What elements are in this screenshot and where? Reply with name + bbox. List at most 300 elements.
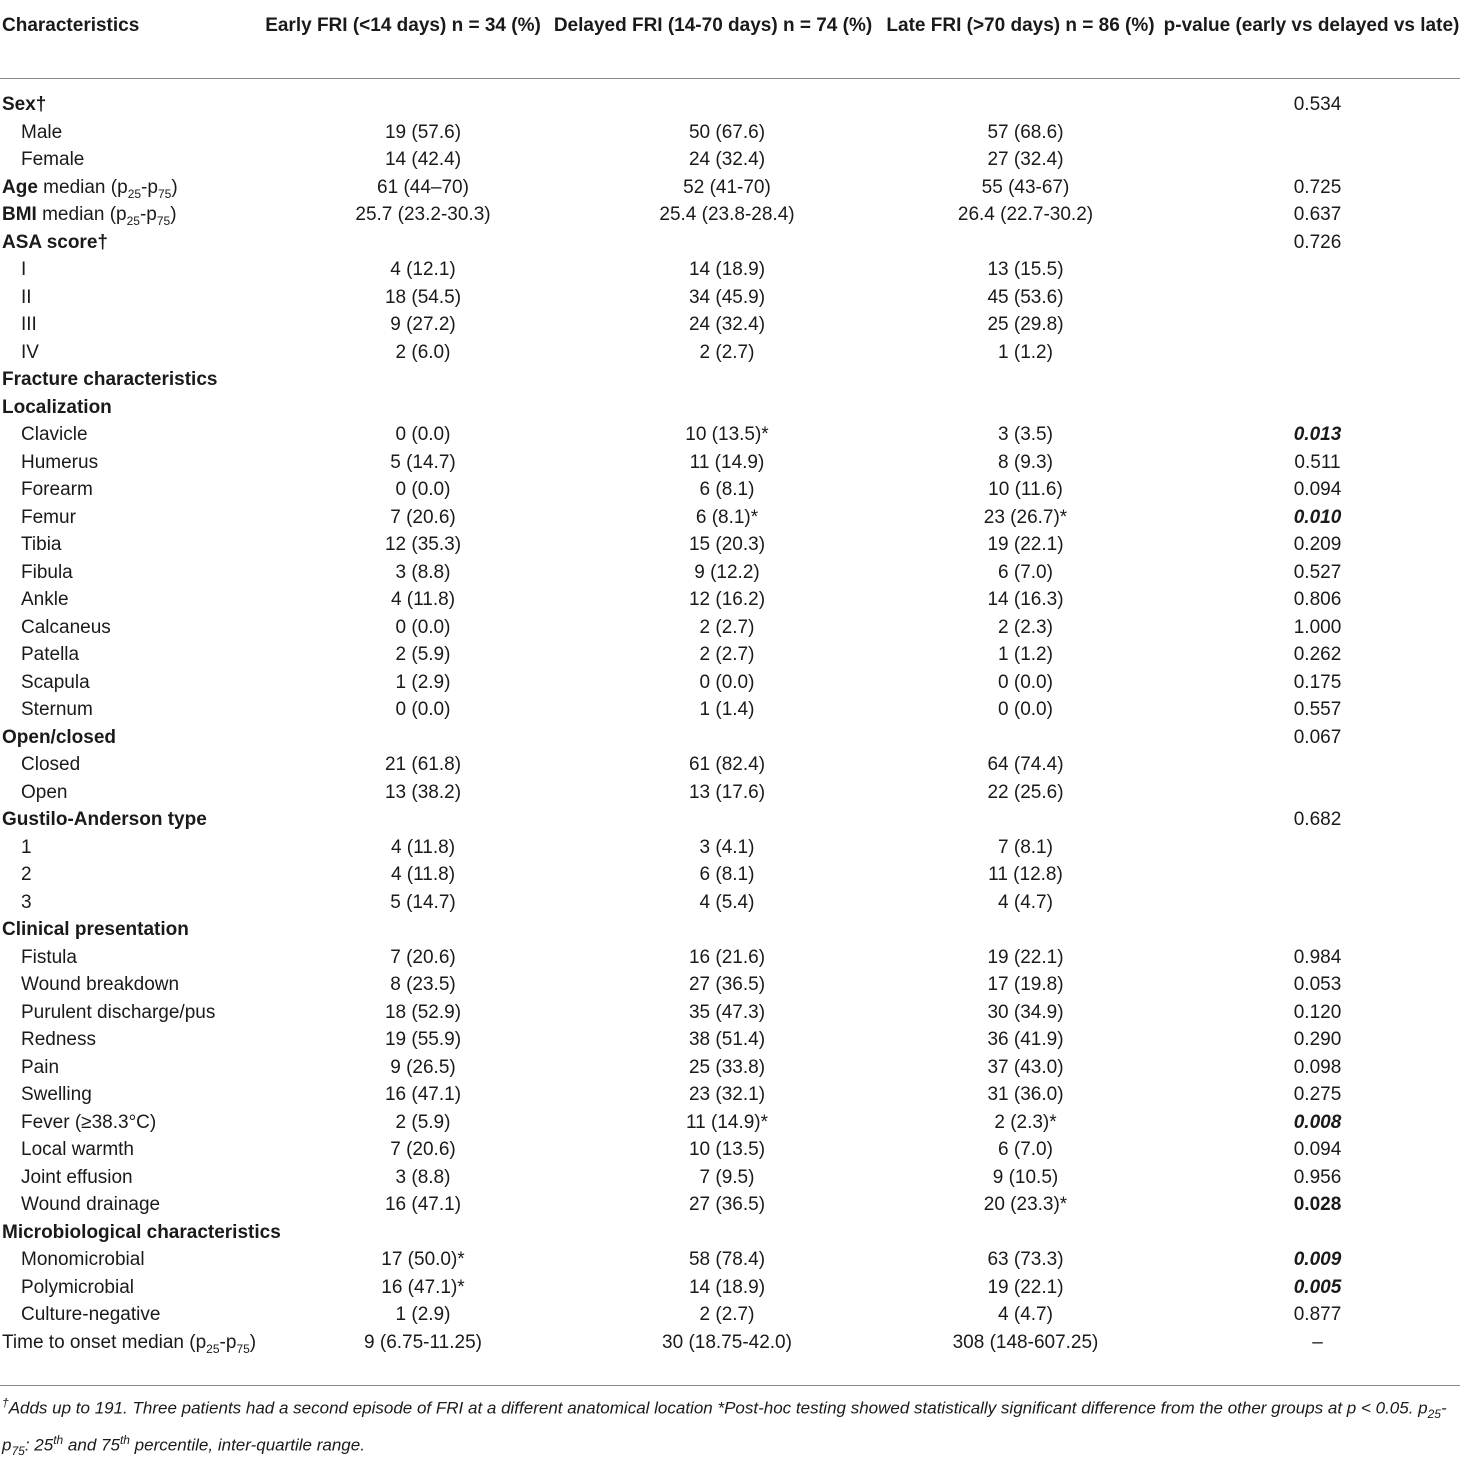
table-row <box>0 559 1460 587</box>
late-value: 1 (1.2) <box>998 341 1053 363</box>
table-footnote <box>0 1385 1460 1464</box>
p-value: – <box>1312 1331 1323 1353</box>
row-label-pre: Time to onset median (p <box>2 1331 207 1353</box>
p-value <box>1163 256 1460 284</box>
table-row <box>0 201 1460 229</box>
p-value <box>1163 834 1460 862</box>
delayed-value: 14 (18.9) <box>688 1276 766 1298</box>
row-label: Sex† <box>2 94 47 115</box>
p-value <box>1163 311 1460 339</box>
footnote-dagger: † <box>2 1395 9 1410</box>
p-value: 0.726 <box>1293 231 1342 253</box>
p-value: 0.067 <box>1293 726 1342 748</box>
delayed-value <box>548 394 878 422</box>
early-value: 9 (27.2) <box>390 314 456 335</box>
table-row <box>0 916 1460 944</box>
table-row <box>0 174 1460 202</box>
delayed-value: 30 (18.75-42.0) <box>662 1331 792 1353</box>
early-value: 0 (0.0) <box>395 479 451 500</box>
row-label: IV <box>21 341 39 363</box>
delayed-value: 23 (32.1) <box>688 1084 766 1105</box>
footnote-sup-1: th <box>53 1432 64 1447</box>
delayed-value: 14 (18.9) <box>688 259 766 280</box>
footnote-text-2: : 25 <box>24 1435 54 1455</box>
early-value: 3 (8.8) <box>395 561 451 583</box>
late-value: 9 (10.5) <box>992 1166 1059 1188</box>
delayed-value: 25 (33.8) <box>688 1056 766 1078</box>
row-label: Humerus <box>21 451 99 473</box>
early-value: 16 (47.1)* <box>381 1276 465 1298</box>
late-value <box>878 229 1163 257</box>
p-value: 0.009 <box>1293 1249 1342 1270</box>
row-label: Culture-negative <box>21 1304 161 1325</box>
row-label: Ankle <box>21 589 69 610</box>
footnote-sup-2: th <box>119 1432 130 1447</box>
delayed-value: 2 (2.7) <box>699 616 755 638</box>
table-row <box>0 394 1460 422</box>
p-value: 0.527 <box>1293 561 1342 583</box>
footnote-sub-2: 75 <box>11 1443 25 1458</box>
early-value: 21 (61.8) <box>384 754 462 775</box>
row-label-rest: median (p <box>36 204 127 225</box>
early-value: 0 (0.0) <box>395 424 451 445</box>
late-value: 19 (22.1) <box>987 946 1064 968</box>
early-value: 9 (6.75-11.25) <box>364 1331 482 1353</box>
early-value <box>258 806 548 834</box>
row-label: Pain <box>21 1056 60 1078</box>
row-label-sub: 25 <box>127 186 142 201</box>
footnote-text-3: and 75 <box>63 1435 120 1455</box>
early-value: 1 (2.9) <box>395 671 451 693</box>
row-label: Tibia <box>21 534 62 555</box>
table-row <box>0 1301 1460 1329</box>
delayed-value <box>548 1219 878 1247</box>
row-label <box>0 201 258 229</box>
p-value <box>1163 779 1460 807</box>
table-row <box>0 1164 1460 1192</box>
table-row <box>0 229 1460 257</box>
table-row <box>0 531 1460 559</box>
early-value: 7 (20.6) <box>390 946 456 968</box>
table-row <box>0 944 1460 972</box>
early-value: 8 (23.5) <box>390 974 456 995</box>
early-value: 2 (5.9) <box>395 1111 451 1133</box>
late-value: 6 (7.0) <box>998 1139 1053 1160</box>
table-row <box>0 339 1460 367</box>
p-value: 0.534 <box>1293 94 1342 115</box>
late-value: 0 (0.0) <box>998 671 1053 693</box>
row-label-end: ) <box>170 204 177 225</box>
early-value: 5 (14.7) <box>390 891 456 913</box>
row-label: Scapula <box>21 671 90 693</box>
delayed-value <box>548 916 878 944</box>
row-label: Femur <box>21 506 76 528</box>
early-value: 3 (8.8) <box>395 1166 451 1188</box>
p-value: 0.098 <box>1293 1056 1342 1078</box>
p-value: 0.725 <box>1293 176 1342 198</box>
row-label: 1 <box>21 836 32 858</box>
p-value: 0.682 <box>1293 809 1342 830</box>
row-label: Sternum <box>21 699 93 720</box>
p-value <box>1163 861 1460 889</box>
delayed-value: 6 (8.1) <box>699 479 755 500</box>
delayed-value: 2 (2.7) <box>699 1304 755 1325</box>
table-row <box>0 586 1460 614</box>
early-value: 61 (44–70) <box>377 176 469 198</box>
row-label-end: ) <box>171 176 178 198</box>
table-row <box>0 119 1460 147</box>
early-value: 25.7 (23.2-30.3) <box>355 204 491 225</box>
p-value <box>1163 751 1460 779</box>
table-row <box>0 1274 1460 1302</box>
table-row <box>0 504 1460 532</box>
late-value <box>878 916 1163 944</box>
late-value: 23 (26.7)* <box>983 506 1068 528</box>
delayed-value: 1 (1.4) <box>699 699 755 720</box>
delayed-value <box>548 229 878 257</box>
delayed-value: 35 (47.3) <box>688 1001 766 1023</box>
row-label <box>0 174 258 202</box>
row-label-bold: BMI <box>2 204 37 225</box>
table-row <box>0 1329 1460 1381</box>
delayed-value: 12 (16.2) <box>688 589 766 610</box>
row-label: Patella <box>21 644 80 665</box>
row-label: Fistula <box>21 946 77 968</box>
late-value: 36 (41.9) <box>987 1029 1064 1050</box>
row-label-sub: 25 <box>126 213 140 228</box>
early-value: 16 (47.1) <box>384 1084 462 1105</box>
delayed-value: 38 (51.4) <box>688 1029 766 1050</box>
p-value: 0.028 <box>1293 1194 1342 1215</box>
footnote-sub-1: 25 <box>1427 1406 1441 1421</box>
p-value: 0.275 <box>1293 1084 1342 1105</box>
late-value: 31 (36.0) <box>987 1084 1064 1105</box>
table-row <box>0 999 1460 1027</box>
row-label: 2 <box>21 864 32 885</box>
delayed-value: 4 (5.4) <box>699 891 755 913</box>
late-value <box>878 394 1163 422</box>
row-label: ASA score† <box>2 231 108 253</box>
row-label: Local warmth <box>21 1139 134 1160</box>
p-value: 0.094 <box>1293 1139 1342 1160</box>
early-value: 0 (0.0) <box>395 699 451 720</box>
row-label-sub: 25 <box>206 1341 220 1356</box>
row-label-sub: 75 <box>156 213 171 228</box>
row-label: Monomicrobial <box>21 1249 145 1270</box>
delayed-value: 24 (32.4) <box>688 314 766 335</box>
delayed-value: 15 (20.3) <box>688 534 766 555</box>
header-early: Early FRI (<14 days) n = 34 (%) <box>265 15 541 36</box>
table-row <box>0 1246 1460 1274</box>
late-value <box>878 724 1163 752</box>
row-label-mid: -p <box>139 204 157 225</box>
early-value: 2 (5.9) <box>395 644 451 665</box>
early-value: 1 (2.9) <box>395 1304 451 1325</box>
row-label: II <box>21 286 32 308</box>
late-value: 4 (4.7) <box>998 1304 1053 1325</box>
row-label: Fracture characteristics <box>2 369 218 390</box>
p-value <box>1163 1219 1460 1247</box>
late-value: 19 (22.1) <box>987 1276 1064 1298</box>
late-value: 6 (7.0) <box>998 561 1053 583</box>
table-row <box>0 614 1460 642</box>
delayed-value: 10 (13.5) <box>688 1139 766 1160</box>
p-value: 0.511 <box>1294 451 1341 473</box>
table-row <box>0 1026 1460 1054</box>
p-value: 0.806 <box>1293 589 1342 610</box>
p-value: 0.008 <box>1293 1111 1342 1133</box>
p-value: 0.120 <box>1293 1001 1342 1023</box>
early-value: 14 (42.4) <box>384 149 462 170</box>
table-row <box>0 476 1460 504</box>
late-value: 22 (25.6) <box>987 781 1064 803</box>
table-row <box>0 1136 1460 1164</box>
p-value: 0.005 <box>1293 1276 1342 1298</box>
delayed-value: 16 (21.6) <box>688 946 766 968</box>
p-value: 0.010 <box>1293 506 1342 528</box>
row-label: Clavicle <box>21 424 88 445</box>
late-value: 3 (3.5) <box>998 424 1053 445</box>
delayed-value: 52 (41-70) <box>683 176 771 198</box>
p-value <box>1163 119 1460 147</box>
table-row <box>0 779 1460 807</box>
row-label: Female <box>21 149 85 170</box>
early-value: 17 (50.0)* <box>381 1249 465 1270</box>
early-value: 2 (6.0) <box>395 341 451 363</box>
late-value: 13 (15.5) <box>987 259 1064 280</box>
late-value: 2 (2.3) <box>998 616 1053 638</box>
delayed-value: 61 (82.4) <box>688 754 766 775</box>
p-value <box>1163 889 1460 917</box>
delayed-value: 58 (78.4) <box>688 1249 766 1270</box>
row-label: Fibula <box>21 561 73 583</box>
late-value: 10 (11.6) <box>988 479 1063 500</box>
row-label <box>0 1329 258 1381</box>
delayed-value: 3 (4.1) <box>699 836 755 858</box>
table-row <box>0 91 1460 119</box>
late-value: 1 (1.2) <box>998 644 1053 665</box>
row-label: Open <box>21 781 68 803</box>
late-value <box>878 91 1163 119</box>
table-row <box>0 669 1460 697</box>
row-label: 3 <box>21 891 32 913</box>
delayed-value: 9 (12.2) <box>694 561 760 583</box>
delayed-value: 6 (8.1)* <box>695 506 759 528</box>
row-label: Joint effusion <box>21 1166 133 1188</box>
delayed-value: 11 (14.9)* <box>685 1111 769 1133</box>
p-value: 1.000 <box>1293 616 1342 638</box>
p-value: 0.877 <box>1293 1304 1342 1325</box>
early-value: 13 (38.2) <box>384 781 462 803</box>
table-row <box>0 256 1460 284</box>
early-value <box>258 91 548 119</box>
late-value: 308 (148-607.25) <box>952 1331 1099 1353</box>
p-value: 0.637 <box>1293 204 1342 225</box>
delayed-value: 27 (36.5) <box>688 974 766 995</box>
delayed-value: 25.4 (23.8-28.4) <box>659 204 795 225</box>
late-value: 57 (68.6) <box>987 121 1064 143</box>
delayed-value: 27 (36.5) <box>688 1194 766 1215</box>
delayed-value: 24 (32.4) <box>688 149 766 170</box>
header-late: Late FRI (>70 days) n = 86 (%) <box>886 15 1155 36</box>
row-label: Male <box>21 121 63 143</box>
early-value <box>258 366 548 394</box>
delayed-value: 2 (2.7) <box>699 341 755 363</box>
footnote-text-4: percentile, inter-quartile range. <box>129 1435 365 1455</box>
table-row <box>0 146 1460 174</box>
late-value: 27 (32.4) <box>987 149 1064 170</box>
late-value: 17 (19.8) <box>987 974 1064 995</box>
p-value: 0.094 <box>1293 479 1342 500</box>
row-label: Wound breakdown <box>21 974 180 995</box>
p-value: 0.557 <box>1293 699 1342 720</box>
delayed-value <box>548 91 878 119</box>
table-row <box>0 421 1460 449</box>
late-value <box>878 806 1163 834</box>
table-row <box>0 366 1460 394</box>
row-label-sub: 75 <box>236 1341 250 1356</box>
table-row <box>0 449 1460 477</box>
p-value: 0.013 <box>1293 424 1342 445</box>
early-value: 9 (26.5) <box>390 1056 456 1078</box>
row-label: III <box>21 314 37 335</box>
early-value: 0 (0.0) <box>395 616 451 638</box>
late-value: 20 (23.3)* <box>983 1194 1068 1215</box>
early-value <box>258 229 548 257</box>
header-characteristics: Characteristics <box>2 15 140 36</box>
footnote-mid: -p <box>2 1398 1447 1455</box>
table-row <box>0 889 1460 917</box>
table-row <box>0 1054 1460 1082</box>
late-value: 2 (2.3)* <box>994 1111 1057 1133</box>
row-label-bold: Age <box>2 176 38 198</box>
late-value: 63 (73.3) <box>987 1249 1064 1270</box>
row-label: Clinical presentation <box>2 919 189 940</box>
late-value: 26.4 (22.7-30.2) <box>957 204 1094 225</box>
row-label: I <box>21 259 27 280</box>
table-row <box>0 1191 1460 1219</box>
table-row <box>0 834 1460 862</box>
header-p-value: p-value (early vs delayed vs late) <box>1163 15 1460 36</box>
row-label: Calcaneus <box>21 616 111 638</box>
table-row <box>0 1081 1460 1109</box>
table-row <box>0 284 1460 312</box>
table-row <box>0 641 1460 669</box>
table-row <box>0 751 1460 779</box>
delayed-value: 34 (45.9) <box>688 286 766 308</box>
p-value: 0.175 <box>1293 671 1342 693</box>
delayed-value <box>548 806 878 834</box>
p-value: 0.290 <box>1293 1029 1342 1050</box>
late-value: 8 (9.3) <box>998 451 1053 473</box>
row-label: Microbiological characteristics <box>2 1221 281 1243</box>
row-label: Purulent discharge/pus <box>21 1001 216 1023</box>
row-label: Localization <box>2 396 112 418</box>
row-label: Polymicrobial <box>21 1276 134 1298</box>
p-value: 0.984 <box>1293 946 1342 968</box>
late-value: 14 (16.3) <box>987 589 1064 610</box>
table-row <box>0 1219 1460 1247</box>
row-label: Wound drainage <box>21 1194 161 1215</box>
p-value: 0.262 <box>1293 644 1342 665</box>
p-value <box>1163 339 1460 367</box>
row-label: Open/closed <box>2 726 117 748</box>
row-label-rest: median (p <box>37 176 128 198</box>
row-label-mid: -p <box>141 176 158 198</box>
p-value <box>1163 146 1460 174</box>
early-value: 7 (20.6) <box>390 506 456 528</box>
row-label: Gustilo-Anderson type <box>2 809 207 830</box>
late-value: 4 (4.7) <box>998 891 1053 913</box>
early-value <box>258 1219 548 1247</box>
table-row <box>0 861 1460 889</box>
row-label-mid: -p <box>219 1331 237 1353</box>
early-value: 18 (52.9) <box>384 1001 462 1023</box>
row-label: Closed <box>21 754 81 775</box>
early-value: 12 (35.3) <box>384 534 462 555</box>
table-row <box>0 724 1460 752</box>
table-row <box>0 1109 1460 1137</box>
row-label: Redness <box>21 1029 96 1050</box>
late-value: 25 (29.8) <box>987 314 1064 335</box>
early-value: 4 (12.1) <box>390 259 456 280</box>
p-value: 0.209 <box>1293 534 1342 555</box>
p-value: 0.053 <box>1293 974 1342 995</box>
early-value: 19 (55.9) <box>384 1029 462 1050</box>
table-row <box>0 806 1460 834</box>
late-value: 55 (43-67) <box>981 176 1070 198</box>
late-value: 64 (74.4) <box>987 754 1064 775</box>
table-body <box>0 79 1460 1381</box>
delayed-value: 0 (0.0) <box>699 671 755 693</box>
delayed-value: 2 (2.7) <box>699 644 755 665</box>
late-value: 37 (43.0) <box>987 1056 1064 1078</box>
row-label-sub: 75 <box>157 186 172 201</box>
early-value: 5 (14.7) <box>390 451 456 473</box>
late-value <box>878 366 1163 394</box>
delayed-value: 50 (67.6) <box>688 121 766 143</box>
table-row <box>0 971 1460 999</box>
row-label-end: ) <box>249 1331 257 1353</box>
table-row <box>0 696 1460 724</box>
row-label: Fever (≥38.3°C) <box>21 1111 157 1133</box>
early-value <box>258 724 548 752</box>
early-value: 19 (57.6) <box>384 121 462 143</box>
late-value: 30 (34.9) <box>987 1001 1064 1023</box>
delayed-value <box>548 724 878 752</box>
footnote-text-1: Adds up to 191. Three patients had a second episode of FRI at a different anatomical location *Post-hoc testing showed statistically significant difference from the other groups at p < 0.05. p <box>8 1398 1428 1418</box>
delayed-value <box>548 366 878 394</box>
delayed-value: 11 (14.9) <box>689 451 765 473</box>
p-value <box>1163 394 1460 422</box>
delayed-value: 6 (8.1) <box>699 864 755 885</box>
p-value <box>1163 284 1460 312</box>
delayed-value: 10 (13.5)* <box>685 424 769 445</box>
early-value <box>258 916 548 944</box>
late-value: 7 (8.1) <box>998 836 1053 858</box>
late-value: 45 (53.6) <box>987 286 1064 308</box>
p-value <box>1163 916 1460 944</box>
early-value: 4 (11.8) <box>390 589 456 610</box>
table-header <box>0 0 1460 79</box>
early-value: 7 (20.6) <box>390 1139 456 1160</box>
p-value <box>1163 366 1460 394</box>
early-value: 4 (11.8) <box>390 836 456 858</box>
delayed-value: 7 (9.5) <box>699 1166 755 1188</box>
row-label: Swelling <box>21 1084 92 1105</box>
early-value <box>258 394 548 422</box>
late-value: 19 (22.1) <box>987 534 1064 555</box>
